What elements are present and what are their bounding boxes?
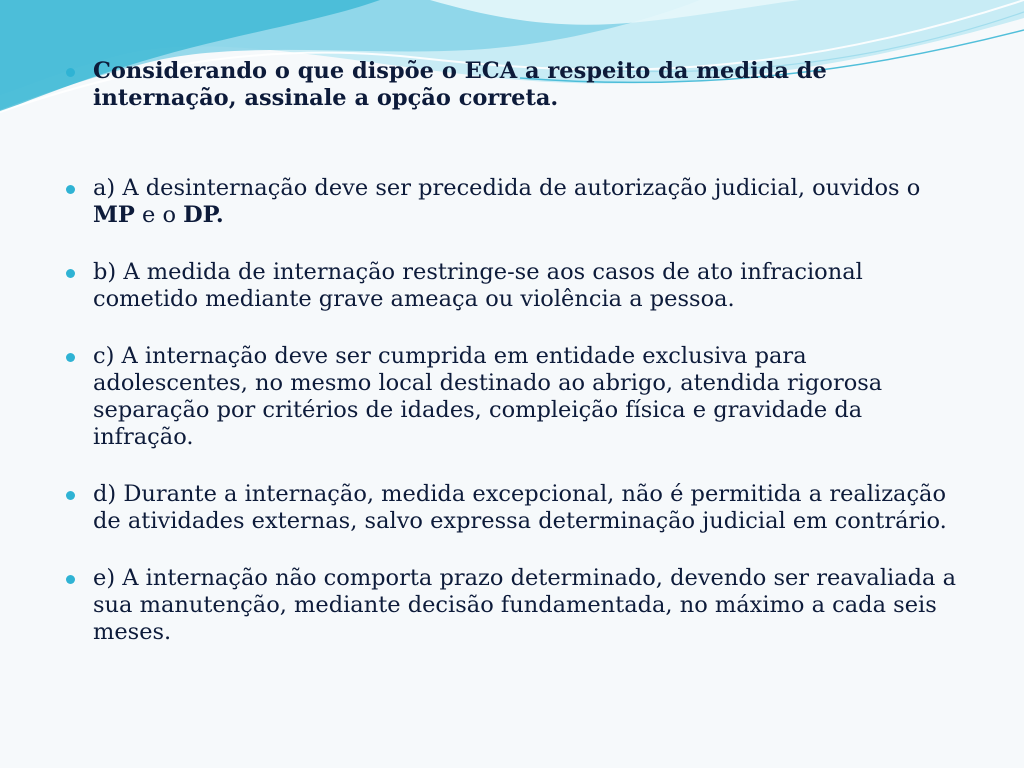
option-a-mp: MP bbox=[93, 202, 135, 228]
question-text: Considerando o que dispõe o ECA a respeito da medida de internação, assinale a opção correta. bbox=[93, 58, 827, 111]
option-e bbox=[62, 565, 962, 646]
bullet-icon bbox=[66, 353, 75, 362]
option-a-text-2: e o bbox=[134, 202, 184, 228]
bullet-icon bbox=[66, 491, 75, 500]
option-c bbox=[62, 343, 962, 451]
option-d bbox=[62, 481, 962, 535]
bullet-icon bbox=[66, 185, 75, 194]
option-a-text: a) A desinternação deve ser precedida de autorização judicial, ouvidos o bbox=[93, 175, 921, 201]
option-a-dp: DP. bbox=[183, 202, 224, 228]
slide-content bbox=[62, 58, 962, 676]
option-d-text: d) Durante a internação, medida excepcional, não é permitida a realização de atividades externas, salvo expressa determinação judicial em contrário. bbox=[93, 481, 947, 534]
option-b-text: b) A medida de internação restringe-se aos casos de ato infracional cometido mediante grave ameaça ou violência a pessoa. bbox=[93, 259, 863, 312]
bullet-icon bbox=[66, 68, 75, 77]
option-c-text: c) A internação deve ser cumprida em entidade exclusiva para adolescentes, no mesmo local destinado ao abrigo, atendida rigorosa separação por critérios de idades, compleição física e gravidade da infração. bbox=[93, 343, 883, 450]
bullet-icon bbox=[66, 575, 75, 584]
option-e-text: e) A internação não comporta prazo determinado, devendo ser reavaliada a sua manutenção, mediante decisão fundamentada, no máximo a cada seis meses. bbox=[93, 565, 957, 645]
bullet-icon bbox=[66, 269, 75, 278]
option-b bbox=[62, 259, 962, 313]
question-item bbox=[62, 58, 962, 112]
option-a bbox=[62, 175, 962, 229]
